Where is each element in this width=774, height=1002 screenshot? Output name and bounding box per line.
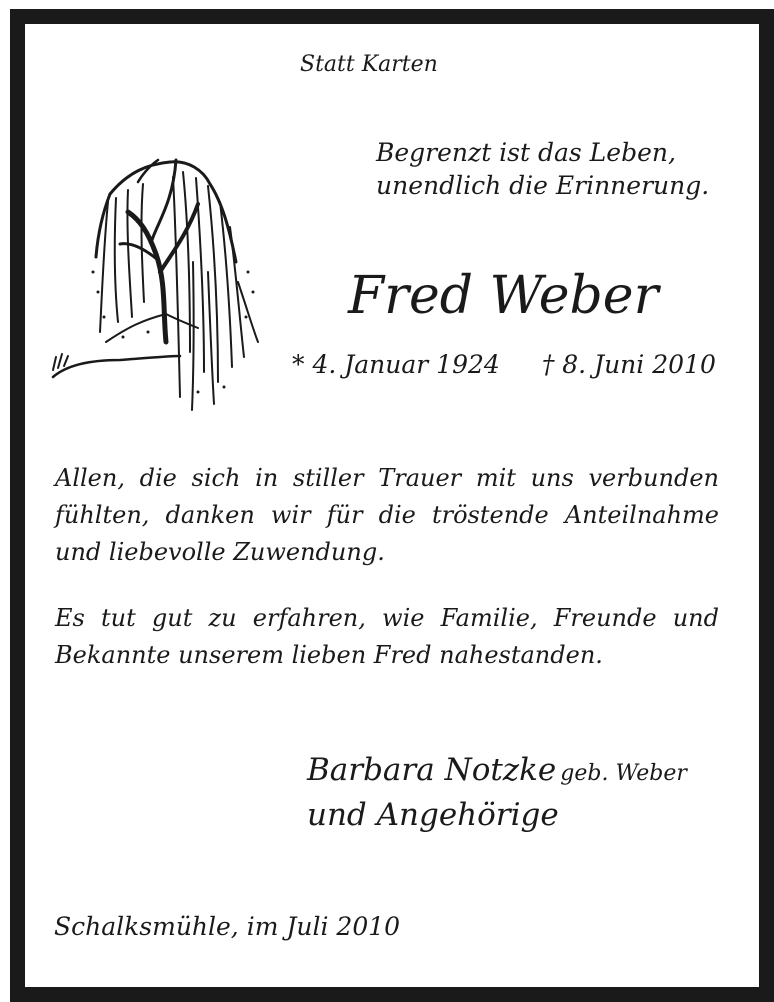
motto — [376, 136, 709, 202]
closing-paragraph: Es tut gut zu erfahren, wie Familie, Freunde und Bekannte unserem lieben Fred nahestanden. — [55, 604, 719, 669]
signatory-name: Barbara Notzke — [307, 752, 557, 788]
weeping-willow-icon — [48, 142, 263, 414]
death-date: † 8. Juni 2010 — [541, 350, 716, 379]
signatory-relatives: und Angehörige — [307, 797, 559, 833]
notice-header: Statt Karten — [300, 52, 438, 77]
birth-date: * 4. Januar 1924 — [292, 350, 500, 379]
thanks-paragraph: Allen, die sich in stiller Trauer mit uns verbunden fühlten, danken wir für die tröstende Anteilnahme und liebevolle Zuwendung. — [55, 464, 719, 566]
signatory-nee: geb. Weber — [560, 761, 687, 786]
life-dates — [292, 350, 716, 379]
place-date: Schalksmühle, im Juli 2010 — [54, 912, 401, 941]
motto-line-2: unendlich die Erinnerung. — [376, 171, 710, 200]
signatory — [307, 752, 687, 788]
motto-line-1: Begrenzt ist das Leben, — [376, 138, 676, 167]
deceased-name: Fred Weber — [348, 266, 659, 326]
